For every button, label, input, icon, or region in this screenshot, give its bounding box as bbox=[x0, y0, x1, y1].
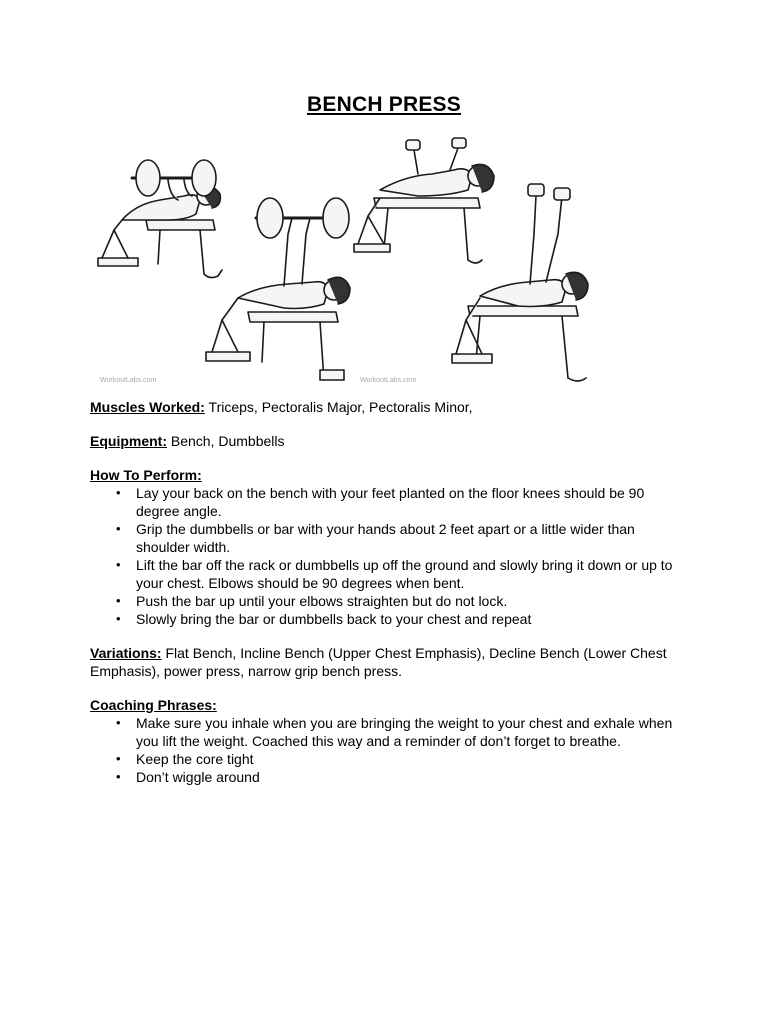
coaching-phrases-list bbox=[90, 714, 680, 786]
muscles-worked-text: Triceps, Pectoralis Major, Pectoralis Minor, bbox=[208, 399, 473, 415]
bullet-icon: • bbox=[116, 557, 121, 572]
figure-barbell-up bbox=[100, 198, 350, 384]
variations-label: Variations: bbox=[90, 645, 162, 661]
variations-text: Flat Bench, Incline Bench (Upper Chest Emphasis), Decline Bench (Lower Chest Emphasis), power press, narrow grip bench press. bbox=[90, 645, 667, 679]
coaching-phrases-heading: Coaching Phrases: bbox=[90, 697, 217, 713]
bullet-icon: • bbox=[116, 611, 121, 626]
bullet-icon: • bbox=[116, 751, 121, 766]
phrase-text: Keep the core tight bbox=[136, 751, 254, 767]
equipment-section bbox=[90, 432, 680, 450]
list-item bbox=[90, 556, 680, 592]
step-text: Grip the dumbbells or bar with your hands about 2 feet apart or a little wider than shoulder width. bbox=[136, 521, 635, 555]
figure-dumbbell-up bbox=[360, 184, 588, 384]
coaching-phrases-section bbox=[90, 696, 680, 786]
bullet-icon: • bbox=[116, 715, 121, 730]
muscles-worked-section bbox=[90, 398, 680, 416]
equipment-text: Bench, Dumbbells bbox=[170, 433, 285, 449]
list-item bbox=[90, 484, 680, 520]
list-item bbox=[90, 714, 680, 750]
page-title: BENCH PRESS bbox=[307, 93, 461, 116]
list-item bbox=[90, 610, 680, 628]
bullet-icon: • bbox=[116, 593, 121, 608]
watermark-right: WorkoutLabs.com bbox=[360, 377, 417, 384]
step-text: Lay your back on the bench with your feet planted on the floor knees should be 90 degree angle. bbox=[136, 485, 645, 519]
variations-section bbox=[90, 644, 680, 680]
bullet-icon: • bbox=[116, 769, 121, 784]
muscles-worked-label: Muscles Worked: bbox=[90, 399, 205, 415]
step-text: Slowly bring the bar or dumbbells back to your chest and repeat bbox=[136, 611, 532, 627]
figure-dumbbell-down bbox=[354, 138, 494, 263]
bullet-icon: • bbox=[116, 521, 121, 536]
step-text: Lift the bar off the rack or dumbbells up off the ground and slowly bring it down or up to your chest. Elbows should be 90 degrees when bent. bbox=[136, 557, 673, 591]
document-body bbox=[90, 398, 680, 802]
bench-press-illustration bbox=[88, 134, 618, 398]
list-item bbox=[90, 520, 680, 556]
bullet-icon: • bbox=[116, 485, 121, 500]
how-to-perform-list bbox=[90, 484, 680, 628]
step-text: Push the bar up until your elbows straighten but do not lock. bbox=[136, 593, 508, 609]
list-item bbox=[90, 768, 680, 786]
phrase-text: Make sure you inhale when you are bringing the weight to your chest and exhale when you lift the weight. Coached this way and a reminder of don’t forget to breathe. bbox=[136, 715, 673, 749]
how-to-perform-section bbox=[90, 466, 680, 628]
watermark-left: WorkoutLabs.com bbox=[100, 377, 157, 384]
figure-barbell-down bbox=[98, 160, 222, 278]
how-to-perform-heading: How To Perform: bbox=[90, 467, 202, 483]
phrase-text: Don’t wiggle around bbox=[136, 769, 260, 785]
list-item bbox=[90, 750, 680, 768]
equipment-label: Equipment: bbox=[90, 433, 167, 449]
list-item bbox=[90, 592, 680, 610]
